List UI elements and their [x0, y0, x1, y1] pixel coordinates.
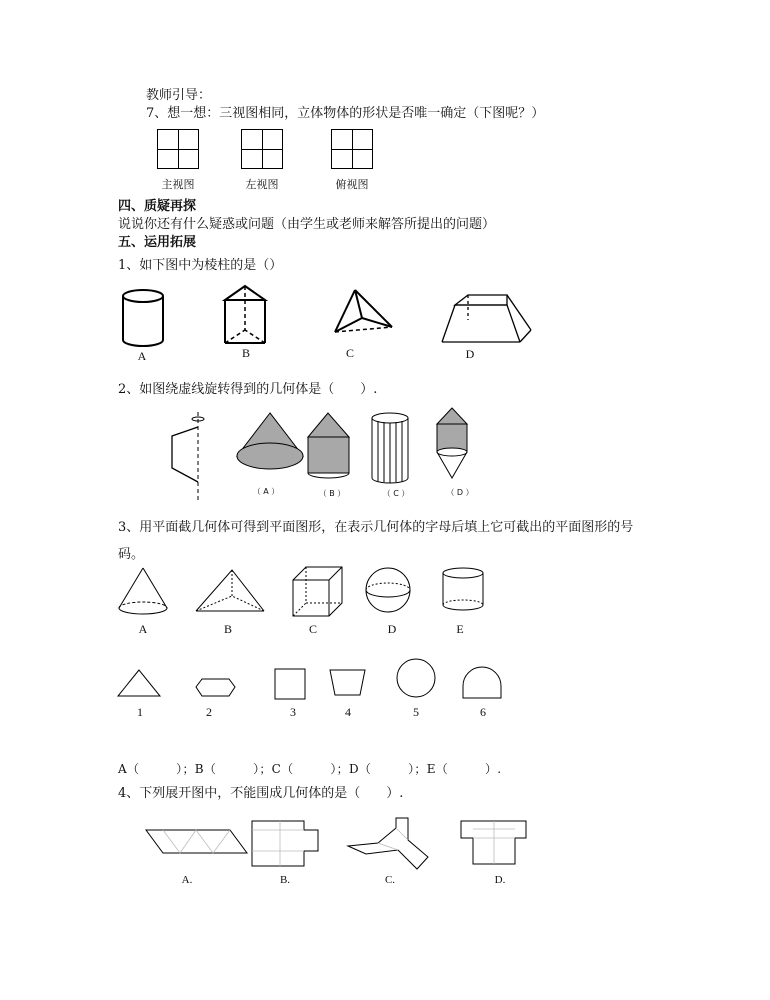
question-7-text: 7、想一想：三视图相同，立体物体的形状是否唯一确定（下图呢？） [146, 106, 545, 121]
left-view-label: 左视图 [245, 178, 279, 191]
q4-net-b [252, 821, 318, 866]
q1-label-d: D [465, 347, 475, 361]
q1-label-a: A [137, 349, 147, 363]
q3-shape-label-4: 4 [345, 705, 351, 719]
q1-label-c: C [345, 346, 354, 360]
q3-solid-label-a: A [138, 622, 148, 636]
q4-net-d [461, 821, 526, 864]
q2-label-b: （ B ） [318, 489, 346, 498]
question-1-text: 1、如下图中为棱柱的是（） [118, 258, 283, 273]
q3-shape-label-5: 5 [413, 705, 419, 719]
q3-solid-label-b: B [223, 622, 232, 636]
section-4-text: 说说你还有什么疑惑或问题（由学生或老师来解答所提出的问题） [118, 217, 496, 232]
q4-net-a [146, 830, 247, 853]
q2-label-a: （ A ） [252, 487, 280, 496]
q1-label-b: B [241, 346, 250, 360]
q4-label-c: C. [384, 874, 396, 886]
question-3-text-line2: 码。 [118, 547, 145, 562]
question-3-answer-line: A（ ）；B（ ）；C（ ）；D（ ）；E（ ）. [118, 762, 502, 776]
top-view-label: 俯视图 [335, 178, 369, 191]
q3-solid-label-d: D [387, 622, 397, 636]
front-view-label: 主视图 [161, 178, 195, 191]
q2-label-d: （ D ） [446, 488, 474, 497]
q4-label-b: B. [279, 874, 291, 886]
q4-net-c [348, 818, 428, 869]
teacher-guide-text: 教师引导： [146, 88, 212, 103]
q3-shape-label-1: 1 [137, 705, 143, 719]
question-2-text: 2、如图绕虚线旋转得到的几何体是（ ）. [118, 382, 378, 397]
section-4-title: 四、质疑再探 [118, 199, 197, 214]
q4-label-d: D. [494, 874, 506, 886]
question-3-text-line1: 3、用平面截几何体可得到平面图形，在表示几何体的字母后填上它可截出的平面图形的号 [118, 520, 634, 535]
q2-label-c: （ C ） [382, 489, 410, 498]
question-4-text: 4、下列展开图中，不能围成几何体的是（ ）. [118, 786, 404, 801]
q3-shape-label-2: 2 [206, 705, 212, 719]
section-5-title: 五、运用拓展 [118, 235, 197, 250]
q3-shape-label-6: 6 [480, 705, 486, 719]
q3-solid-label-c: C [308, 622, 317, 636]
q3-shape-label-3: 3 [290, 705, 296, 719]
q4-label-a: A. [181, 874, 193, 886]
q3-solid-label-e: E [456, 622, 464, 636]
